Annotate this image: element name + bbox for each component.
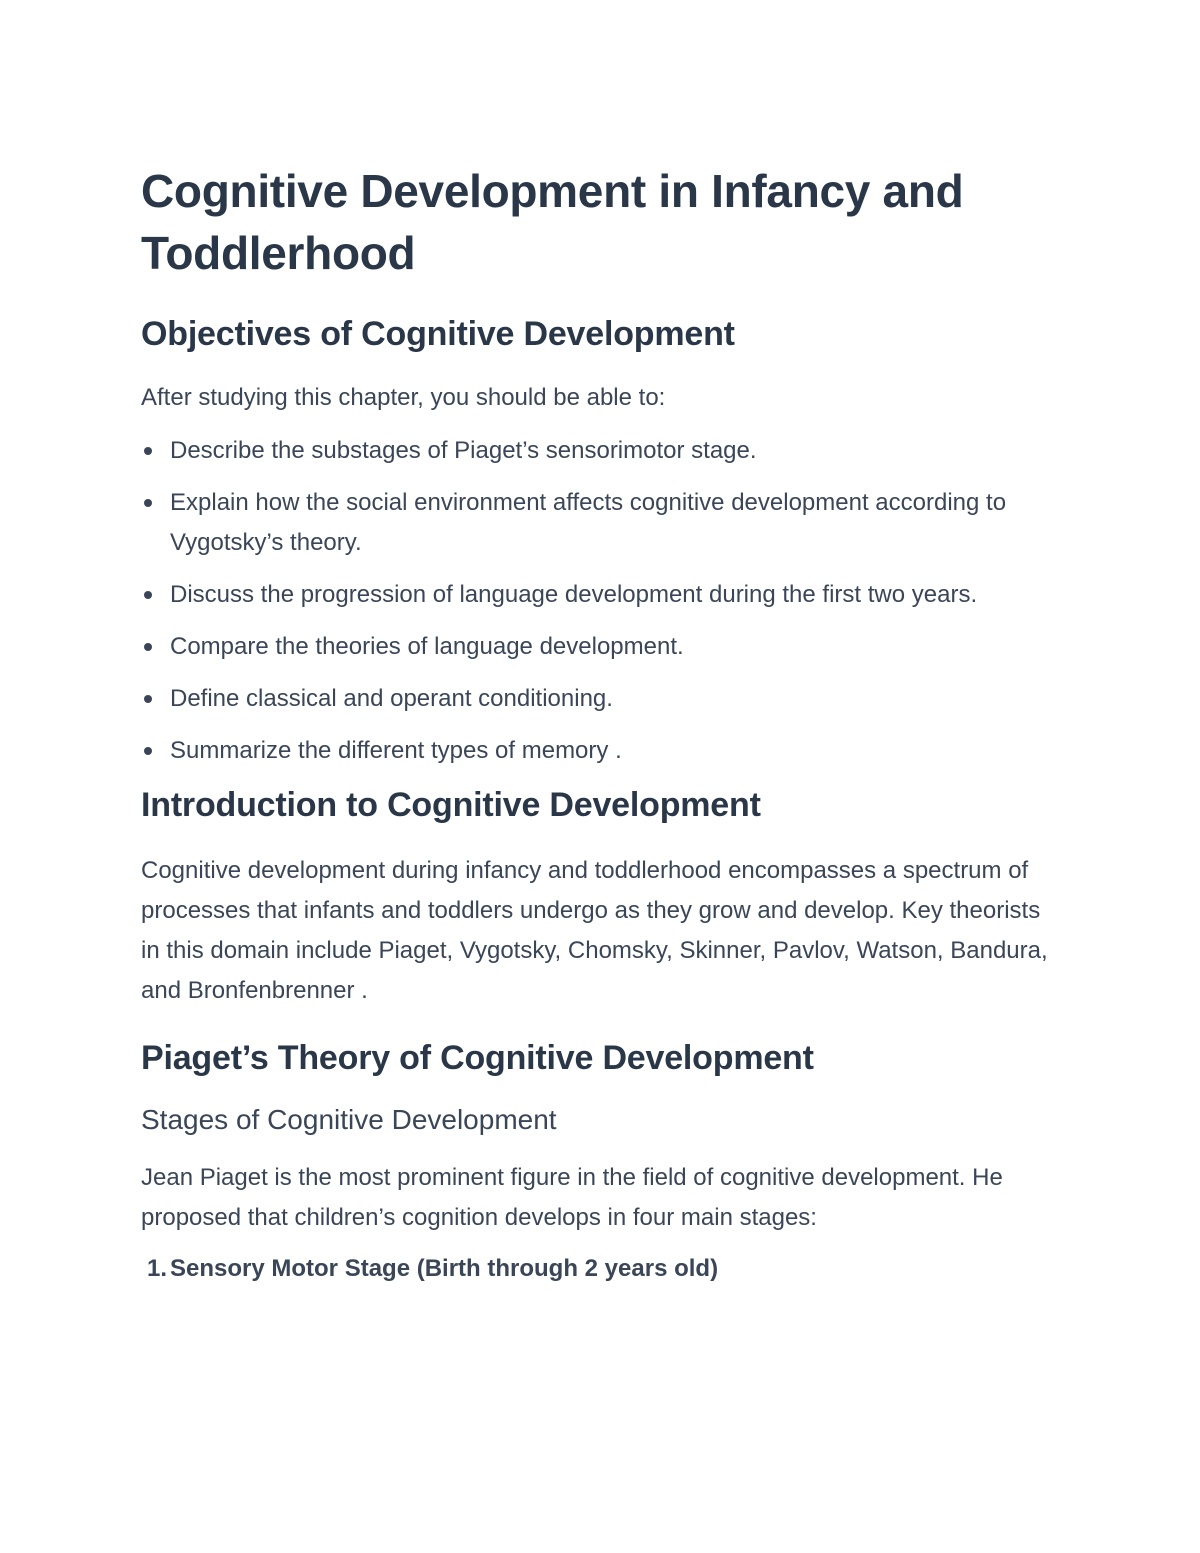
- objective-text: Define classical and operant conditioning.: [170, 685, 613, 712]
- list-item: [141, 679, 1061, 719]
- bullet-icon: [144, 747, 152, 755]
- bullet-icon: [144, 447, 152, 455]
- list-item: [141, 431, 1061, 471]
- objectives-list: [141, 431, 1061, 771]
- stages-list: [141, 1249, 1061, 1289]
- introduction-paragraph: Cognitive development during infancy and toddlerhood encompasses a spectrum of processes that infants and toddlers undergo as they grow and develop. Key theorists in this domain include Piaget, Vygotsky, Chomsky, Skinner, Pavlov, Watson, Bandura, and Bronfenbrenner .: [141, 857, 1048, 1004]
- piaget-paragraph: Jean Piaget is the most prominent figure in the field of cognitive development. He proposed that children’s cognition develops in four main stages:: [141, 1164, 1003, 1231]
- bullet-icon: [144, 695, 152, 703]
- stage-label: Sensory Motor Stage (Birth through 2 years old): [170, 1255, 719, 1282]
- introduction-heading: Introduction to Cognitive Development: [141, 786, 761, 824]
- bullet-icon: [144, 591, 152, 599]
- piaget-heading: Piaget’s Theory of Cognitive Development: [141, 1039, 814, 1077]
- objective-text: Explain how the social environment affects cognitive development according to Vygotsky’s theory.: [170, 489, 1007, 556]
- bullet-icon: [144, 643, 152, 651]
- objectives-heading: Objectives of Cognitive Development: [141, 315, 735, 353]
- document-title: Cognitive Development in Infancy and Toddlerhood: [141, 165, 964, 279]
- objective-text: Describe the substages of Piaget’s sensorimotor stage.: [170, 437, 757, 464]
- document-page: [141, 160, 1061, 1289]
- objective-text: Discuss the progression of language development during the first two years.: [170, 581, 978, 608]
- list-item: [141, 1249, 1061, 1289]
- list-item: [141, 575, 1061, 615]
- list-item: [141, 483, 1061, 563]
- list-item: [141, 627, 1061, 667]
- list-item: [141, 731, 1061, 771]
- bullet-icon: [144, 499, 152, 507]
- objectives-intro: After studying this chapter, you should be able to:: [141, 384, 666, 411]
- objective-text: Compare the theories of language development.: [170, 633, 684, 660]
- objective-text: Summarize the different types of memory .: [170, 737, 622, 764]
- stages-subheading: Stages of Cognitive Development: [141, 1104, 557, 1135]
- stage-number: 1.: [147, 1255, 168, 1282]
